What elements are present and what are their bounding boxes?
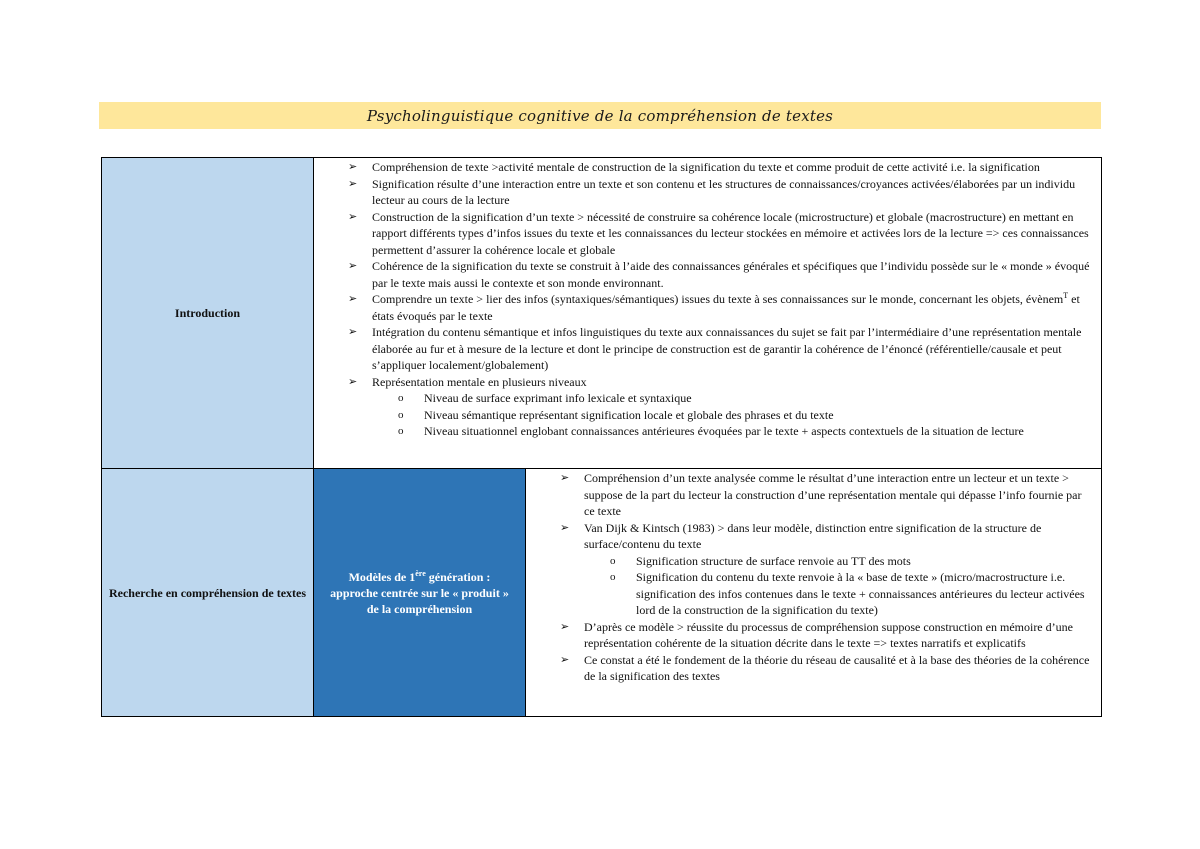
arrow-bullet-icon: ➢: [560, 620, 570, 633]
research-list: [526, 470, 1095, 685]
list-item: [348, 159, 1095, 176]
list-item: [560, 520, 1095, 619]
list-item-text: Construction de la signification d’un texte > nécessité de construire sa cohérence locale (microstructure) et globale (macrostructure) en mettant en rapport différents types d’infos issues du texte et les connaissances du lecteur stockées en mémoire et activées lors de la lecture => ces connaissances permettent d’assurer la cohérence locale et globale: [372, 209, 1089, 257]
model-title-suffix: génération : approche centrée sur le « produit » de la compréhension: [330, 569, 509, 616]
list-item: [348, 258, 1095, 291]
arrow-bullet-icon: ➢: [348, 260, 358, 272]
circle-bullet-icon: o: [610, 571, 616, 583]
document-title-band: [99, 102, 1101, 129]
introduction-list: [314, 159, 1095, 440]
row-label-research: [102, 469, 314, 717]
superscript: ère: [415, 568, 426, 578]
list-item: [560, 470, 1095, 520]
list-item: [560, 619, 1095, 652]
circle-bullet-icon: o: [398, 425, 404, 437]
table-row-research: [102, 469, 1102, 717]
content-table: [101, 157, 1102, 717]
list-item-text: Signification résulte d’une interaction entre un texte et son contenu et les structures de connaissances/croyances activées/élaborées par un individu lecteur au cours de la lecture: [372, 176, 1076, 207]
sub-list-item-text: Niveau de surface exprimant info lexicale et syntaxique: [424, 391, 692, 405]
sub-list-item: [398, 423, 1095, 440]
arrow-bullet-icon: ➢: [560, 521, 570, 534]
arrow-bullet-icon: ➢: [348, 210, 358, 223]
row-label-introduction: [102, 158, 314, 469]
arrow-bullet-icon: ➢: [348, 326, 358, 338]
sub-list-item-text: Signification structure de surface renvoie au TT des mots: [636, 553, 911, 568]
row-label-text: Introduction: [174, 306, 241, 320]
sub-list-item: [610, 569, 1095, 619]
list-item-text: Ce constat a été le fondement de la théorie du réseau de causalité et à la base des théories de la cohérence de la signification des textes: [584, 652, 1090, 683]
list-item: [348, 291, 1095, 324]
model-title-prefix: Modèles de 1: [348, 569, 416, 584]
arrow-bullet-icon: ➢: [560, 472, 570, 484]
arrow-bullet-icon: ➢: [560, 653, 570, 666]
row-label-text: Recherche en compréhension de textes: [108, 585, 307, 600]
arrow-bullet-icon: ➢: [348, 375, 358, 388]
list-item-text: D’après ce modèle > réussite du processus de compréhension suppose construction en mémoire d’une représentation cohérente de la situation décrite dans le texte => textes narratifs et explicatifs: [584, 619, 1073, 650]
list-item-text: Représentation mentale en plusieurs niveaux: [372, 374, 587, 389]
list-item-text: Cohérence de la signification du texte se construit à l’aide des connaissances générales et spécifiques que l’individu possède sur le « monde » évoqué par le texte mais aussi le contexte et son monde environnant.: [372, 259, 1090, 290]
list-item-text: Compréhension d’un texte analysée comme le résultat d’une interaction entre un lecteur et un texte > suppose de la part du lecteur la construction d’une représentation mentale qui dépasse l’info fournie par ce texte: [584, 471, 1082, 518]
list-item: [348, 374, 1095, 440]
sub-list-item: [398, 407, 1095, 424]
circle-bullet-icon: o: [398, 408, 404, 421]
list-item: [348, 176, 1095, 209]
sub-list-item-text: Niveau sémantique représentant signification locale et globale des phrases et du texte: [424, 407, 834, 422]
superscript: T: [1063, 291, 1069, 300]
circle-bullet-icon: o: [610, 554, 616, 567]
list-item: [348, 324, 1095, 374]
list-item-text-end: et états évoqués par le texte: [372, 292, 1080, 323]
sub-list-item: [398, 390, 1095, 407]
sub-list-item-text: Signification du contenu du texte renvoie à la « base de texte » (micro/macrostructure i.e. signification des infos contenues dans le texte + connaissances antérieures du lecteur activées lord de la construction de la signification du texte): [636, 570, 1085, 617]
list-item-text: Comprendre un texte > lier des infos (syntaxiques/sémantiques) issues du texte à ses connaissances sur le monde, concernant les objets, évènem: [372, 292, 1064, 306]
introduction-content: [314, 158, 1102, 469]
arrow-bullet-icon: ➢: [348, 177, 358, 190]
arrow-bullet-icon: ➢: [348, 161, 358, 173]
research-content: [526, 469, 1102, 717]
arrow-bullet-icon: ➢: [348, 293, 358, 305]
circle-bullet-icon: o: [398, 392, 404, 404]
list-item: [348, 209, 1095, 259]
table-row-introduction: [102, 158, 1102, 469]
list-item-text: Compréhension de texte >activité mentale de construction de la signification du texte et comme produit de cette activité i.e. la signification: [372, 160, 1040, 174]
signification-list: [584, 553, 1095, 619]
document-title: Psycholinguistique cognitive de la compréhension de textes: [366, 106, 834, 125]
list-item-text: Van Dijk & Kintsch (1983) > dans leur modèle, distinction entre signification de la structure de surface/contenu du texte: [584, 520, 1042, 551]
representation-levels-list: [372, 390, 1095, 440]
first-generation-models-cell: [314, 469, 526, 717]
sub-list-item: [610, 553, 1095, 570]
sub-list-item-text: Niveau situationnel englobant connaissances antérieures évoquées par le texte + aspects contextuels de la situation de lecture: [424, 424, 1024, 438]
list-item: [560, 652, 1095, 685]
list-item-text: Intégration du contenu sémantique et infos linguistiques du texte aux connaissances du sujet se fait par l’intermédiaire d’une représentation mentale élaborée au fur et à mesure de la lecture et dont le principe de construction est de garantir la cohérence de l’énoncé (référentielle/causale et peut s’appliquer localement/globalement): [372, 325, 1082, 372]
